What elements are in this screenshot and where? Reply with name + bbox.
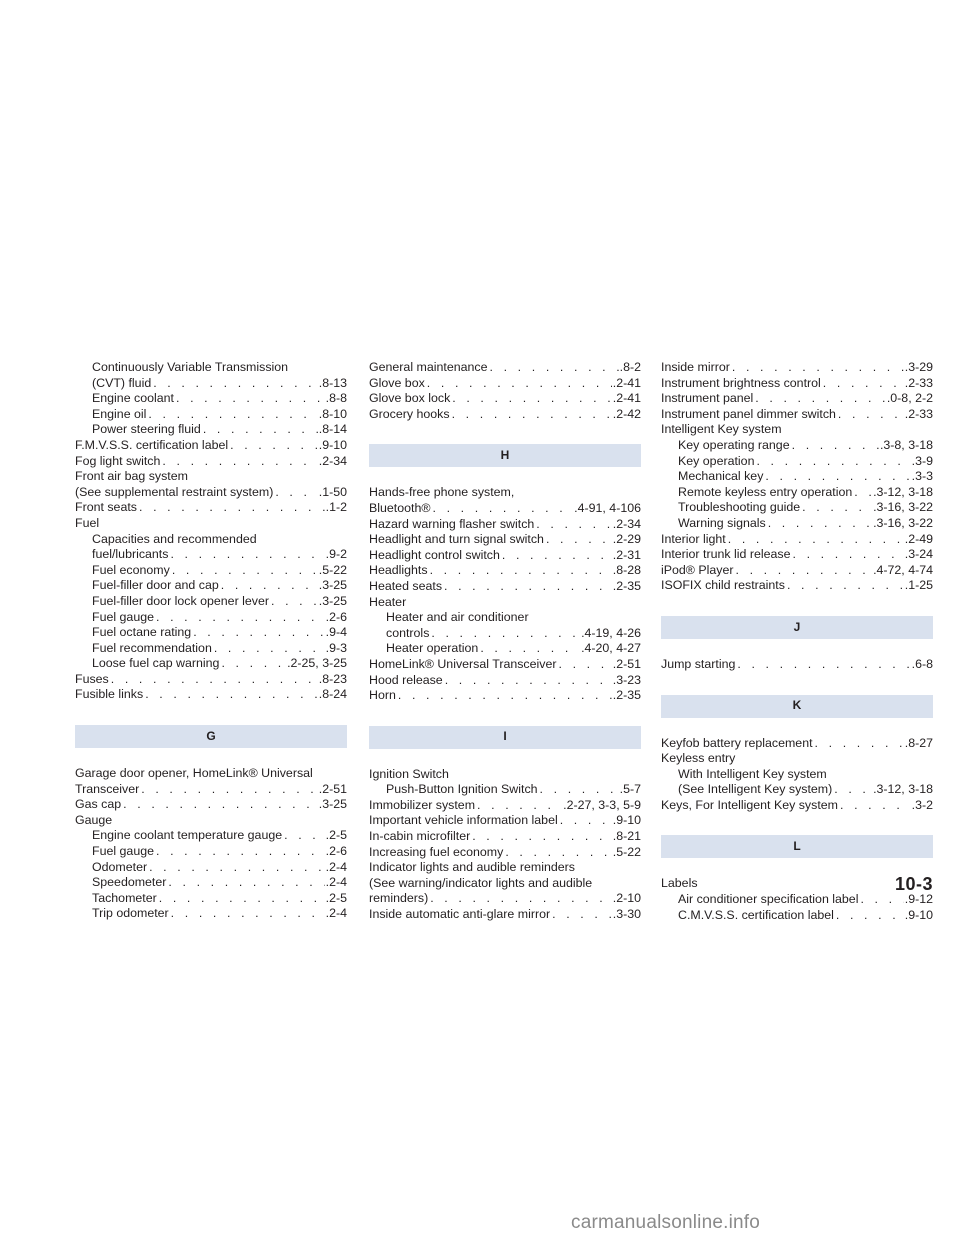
index-entry [661, 407, 933, 423]
dot-leader [737, 657, 910, 673]
section-letter-header: H [369, 444, 641, 467]
index-entry-label: Inside mirror [661, 360, 730, 374]
index-entry-page-ref: .2-27, 3-3, 5-9 [563, 797, 641, 812]
index-entry [369, 813, 641, 829]
index-entry-page-ref: .4-20, 4-27 [581, 641, 641, 656]
index-entry-label: (See Intelligent Key system) [678, 782, 833, 797]
index-entry-page-ref: .3-25 [318, 578, 347, 593]
index-entry [661, 376, 933, 392]
index-entry-label: Fog light switch [75, 453, 161, 468]
index-heading: Front air bag system [75, 469, 188, 484]
index-entry-page-ref: .3-25 [318, 593, 347, 608]
index-entry [75, 844, 347, 860]
index-entry [661, 485, 933, 501]
index-entry [661, 578, 933, 594]
index-heading: Labels [661, 876, 698, 891]
index-entry-page-ref: .2-34 [612, 516, 641, 531]
dot-leader [472, 829, 612, 845]
index-entry-page-ref: .4-91, 4-106 [574, 500, 641, 515]
index-entry-label: reminders) [369, 891, 429, 906]
index-entry-page-ref: .3-12, 3-18 [873, 484, 933, 499]
index-heading: Garage door opener, HomeLink® Universal [75, 766, 313, 781]
index-heading: Continuously Variable Transmission [92, 360, 289, 374]
index-entry [75, 407, 347, 423]
index-entry-page-ref: .3-8, 3-18 [879, 437, 933, 452]
index-entry-label: Instrument brightness control [661, 375, 821, 390]
dot-leader [728, 532, 904, 548]
dot-leader [230, 438, 318, 454]
index-heading: (See warning/indicator lights and audible [369, 875, 593, 890]
index-heading: Keyless entry [661, 751, 736, 766]
index-entry-page-ref: .3-16, 3-22 [873, 500, 933, 515]
dot-leader [193, 625, 324, 641]
index-entry-page-ref: .9-10 [318, 437, 347, 452]
section-letter-header: L [661, 835, 933, 858]
index-entry-label: Headlights [369, 563, 428, 578]
index-entry-page-ref: .2-10 [612, 891, 641, 906]
dot-leader [815, 736, 904, 752]
dot-leader [536, 517, 611, 533]
index-entry-label: Grocery hooks [369, 406, 450, 421]
dot-leader [558, 657, 611, 673]
index-entry [369, 657, 641, 673]
index-entry-page-ref: .2-51 [612, 656, 641, 671]
index-entry-label: Key operating range [678, 437, 790, 452]
index-entry-page-ref: .8-28 [612, 563, 641, 578]
index-entry [75, 422, 347, 438]
index-entry-page-ref: .4-19, 4-26 [581, 625, 641, 640]
index-entry-page-ref: .3-23 [612, 672, 641, 687]
dot-leader [792, 547, 903, 563]
index-heading: Capacities and recommended [92, 531, 257, 546]
index-entry-label: Speedometer [92, 875, 167, 890]
index-entry-page-ref: .8-10 [318, 406, 347, 421]
index-entry [661, 547, 933, 563]
index-entry [661, 563, 933, 579]
index-entry-page-ref: .2-31 [612, 547, 641, 562]
dot-leader [768, 516, 872, 532]
index-entry-page-ref: .2-29 [612, 532, 641, 547]
index-entry-label: Bluetooth® [369, 500, 431, 515]
index-entry-label: Headlight and turn signal switch [369, 532, 544, 547]
index-entry [369, 407, 641, 423]
dot-leader [123, 797, 318, 813]
index-entry-label: Trip odometer [92, 906, 169, 921]
index-entry-page-ref: .3-30 [612, 907, 641, 922]
index-entry-label: Key operation [678, 453, 755, 468]
index-entry-page-ref: .2-34 [318, 453, 347, 468]
section-letter-header: K [661, 695, 933, 718]
index-entry [661, 469, 933, 485]
index-entry [75, 376, 347, 392]
dot-leader [431, 626, 580, 642]
dot-leader [172, 563, 318, 579]
index-entry [75, 656, 347, 672]
index-entry-label: F.M.V.S.S. certification label [75, 437, 229, 452]
index-entry-label: Fusible links [75, 687, 144, 702]
dot-leader [452, 391, 611, 407]
dot-leader [792, 438, 879, 454]
index-entry [75, 547, 347, 563]
dot-leader [560, 813, 612, 829]
index-entry-page-ref: .9-12 [904, 892, 933, 907]
index-heading: Ignition Switch [369, 766, 449, 781]
index-entry-page-ref: .6-8 [911, 656, 933, 671]
index-entry-label: Transceiver [75, 781, 140, 796]
index-entry-label: Air conditioner specification label [678, 892, 859, 907]
index-entry-label: Troubleshooting guide [678, 500, 801, 515]
index-entry [661, 908, 933, 924]
index-entry-label: Inside automatic anti-glare mirror [369, 907, 551, 922]
dot-leader [732, 360, 904, 376]
dot-leader [505, 845, 611, 861]
dot-leader [139, 500, 325, 516]
dot-leader [489, 360, 618, 376]
index-entry-page-ref: .9-10 [904, 907, 933, 922]
index-entry-label: Hood release [369, 672, 443, 687]
dot-leader [854, 485, 872, 501]
index-entry-label: HomeLink® Universal Transceiver [369, 656, 557, 671]
index-entry [75, 797, 347, 813]
dot-leader [834, 782, 872, 798]
index-entry-page-ref: .2-5 [325, 828, 347, 843]
index-heading: Gauge [75, 812, 113, 827]
index-entry [75, 782, 347, 798]
index-entry-page-ref: .9-2 [325, 547, 347, 562]
dot-leader [433, 501, 574, 517]
index-entry-label: Engine oil [92, 406, 147, 421]
dot-leader [540, 782, 619, 798]
index-entry [75, 641, 347, 657]
index-entry-page-ref: .8-14 [318, 422, 347, 437]
dot-leader [552, 907, 612, 923]
index-entry-label: (See supplemental restraint system) [75, 484, 274, 499]
index-entry [369, 360, 641, 376]
dot-leader [156, 844, 325, 860]
index-entry-label: Engine coolant [92, 391, 174, 406]
dot-leader [168, 875, 324, 891]
index-entry-page-ref: .3-29 [904, 360, 933, 374]
index-entry-page-ref: .8-27 [904, 735, 933, 750]
index-entry-page-ref: .0-8, 2-2 [886, 391, 933, 406]
dot-leader [221, 578, 318, 594]
index-entry-label: Jump starting [661, 656, 736, 671]
dot-leader [271, 594, 318, 610]
dot-leader [275, 485, 317, 501]
index-entry-label: Instrument panel [661, 391, 754, 406]
dot-leader [502, 548, 612, 564]
index-entry-page-ref: .9-10 [612, 813, 641, 828]
dot-leader [171, 906, 325, 922]
dot-leader [480, 641, 580, 657]
index-entry-label: Fuel economy [92, 562, 170, 577]
dot-leader [149, 860, 325, 876]
dot-leader [284, 828, 325, 844]
index-entry-page-ref: .3-16, 3-22 [873, 515, 933, 530]
index-entry-label: Keys, For Intelligent Key system [661, 797, 838, 812]
index-entry-page-ref: .3-2 [911, 797, 933, 812]
dot-leader [148, 407, 317, 423]
index-entry-label: Fuel recommendation [92, 640, 212, 655]
index-entry [661, 500, 933, 516]
dot-leader [756, 454, 910, 470]
index-entry [369, 391, 641, 407]
index-entry-page-ref: .8-21 [612, 829, 641, 844]
index-entry-label: Fuel-filler door and cap [92, 578, 219, 593]
index-entry-page-ref: .2-41 [612, 391, 641, 406]
index-entry-label: ISOFIX child restraints [661, 578, 785, 593]
index-entry-label: Mechanical key [678, 469, 764, 484]
index-entry-label: Immobilizer system [369, 797, 476, 812]
index-entry-page-ref: .2-25, 3-25 [287, 656, 347, 671]
index-entry [75, 687, 347, 703]
section-letter-header: G [75, 725, 347, 748]
index-entry-label: Fuel-filler door lock opener lever [92, 593, 269, 608]
index-entry-label: Power steering fluid [92, 422, 201, 437]
index-entry-page-ref: .5-22 [318, 562, 347, 577]
index-entry-label: General maintenance [369, 360, 488, 374]
dot-leader [802, 500, 872, 516]
dot-leader [398, 688, 612, 704]
dot-leader [145, 687, 318, 703]
index-entry-label: Headlight control switch [369, 547, 500, 562]
index-entry [661, 657, 933, 673]
dot-leader [214, 641, 325, 657]
index-entry-page-ref: .2-41 [612, 375, 641, 390]
dot-leader [445, 673, 612, 689]
index-entry [661, 360, 933, 376]
index-entry-label: controls [386, 625, 430, 640]
index-entry [661, 391, 933, 407]
index-entry-page-ref: .8-8 [325, 391, 347, 406]
dot-leader [452, 407, 612, 423]
index-entry-label: Fuses [75, 671, 109, 686]
index-entry-page-ref: .2-6 [325, 844, 347, 859]
index-entry [369, 548, 641, 564]
index-entry-page-ref: .3-24 [904, 547, 933, 562]
section-letter-header: J [661, 616, 933, 639]
index-entry [369, 891, 641, 907]
index-entry-label: Hazard warning flasher switch [369, 516, 535, 531]
index-entry-page-ref: .4-72, 4-74 [873, 562, 933, 577]
index-entry [661, 454, 933, 470]
dot-leader [159, 891, 325, 907]
index-entry [369, 845, 641, 861]
dot-leader [840, 798, 911, 814]
index-entry-label: Keyfob battery replacement [661, 735, 813, 750]
index-entry [369, 907, 641, 923]
index-entry [661, 438, 933, 454]
index-entry [75, 610, 347, 626]
index-entry-page-ref: .1-25 [904, 578, 933, 593]
index-entry-page-ref: .8-2 [619, 360, 641, 374]
index-entry [661, 892, 933, 908]
index-entry-label: Glove box lock [369, 391, 451, 406]
index-entry-page-ref: .2-35 [612, 688, 641, 703]
index-entry [75, 578, 347, 594]
index-entry-page-ref: .1-2 [325, 500, 347, 515]
index-entry-label: Gas cap [75, 797, 122, 812]
index-entry-page-ref: .5-22 [612, 844, 641, 859]
index-entry-page-ref: .3-25 [318, 797, 347, 812]
index-entry-page-ref: .2-4 [325, 906, 347, 921]
index-entry-label: Heater operation [386, 641, 479, 656]
index-entry-label: Important vehicle information label [369, 813, 558, 828]
index-entry-page-ref: .2-49 [904, 531, 933, 546]
dot-leader [765, 469, 910, 485]
dot-leader [838, 407, 904, 423]
index-entry-page-ref: .8-24 [318, 687, 347, 702]
index-entry-label: Fuel octane rating [92, 625, 192, 640]
index-entry [369, 579, 641, 595]
index-entry-page-ref: .8-13 [318, 375, 347, 390]
dot-leader [111, 672, 318, 688]
index-heading: Heater [369, 594, 407, 609]
dot-leader [787, 578, 904, 594]
index-heading: Intelligent Key system [661, 422, 782, 437]
index-entry-page-ref: .1-50 [318, 484, 347, 499]
dot-leader [430, 891, 612, 907]
index-entry-label: Engine coolant temperature gauge [92, 828, 283, 843]
index-entry-label: Fuel gauge [92, 609, 155, 624]
index-entry-label: C.M.V.S.S. certification label [678, 907, 834, 922]
index-entry [661, 782, 933, 798]
index-entry [75, 500, 347, 516]
dot-leader [162, 454, 317, 470]
index-entry-label: Odometer [92, 859, 148, 874]
dot-leader [141, 782, 317, 798]
index-entry-page-ref: .2-4 [325, 859, 347, 874]
index-entry [75, 672, 347, 688]
index-entry-page-ref: .2-51 [318, 781, 347, 796]
index-entry [75, 454, 347, 470]
index-entry-page-ref: .9-4 [325, 625, 347, 640]
index-entry-page-ref: .2-6 [325, 609, 347, 624]
index-entry [369, 673, 641, 689]
index-column-1 [75, 360, 347, 922]
dot-leader [823, 376, 904, 392]
index-entry [75, 891, 347, 907]
index-column-3 [661, 360, 933, 923]
index-entry-page-ref: .8-23 [318, 671, 347, 686]
dot-leader [755, 391, 886, 407]
dot-leader [444, 579, 612, 595]
index-entry [369, 829, 641, 845]
index-entry-label: (CVT) fluid [92, 375, 152, 390]
index-entry [369, 641, 641, 657]
index-heading: With Intelligent Key system [678, 766, 827, 781]
dot-leader [203, 422, 318, 438]
index-entry-label: Horn [369, 688, 396, 703]
index-entry [75, 594, 347, 610]
index-entry [369, 782, 641, 798]
section-letter-header: I [369, 726, 641, 749]
index-entry [369, 517, 641, 533]
index-entry [369, 798, 641, 814]
index-entry [75, 563, 347, 579]
index-entry-label: Interior light [661, 531, 726, 546]
dot-leader [546, 532, 612, 548]
index-entry-label: Front seats [75, 500, 137, 515]
dot-leader [477, 798, 562, 814]
index-entry [75, 625, 347, 641]
index-entry-page-ref: .5-7 [619, 782, 641, 797]
index-entry [661, 516, 933, 532]
index-entry [75, 875, 347, 891]
index-entry-label: iPod® Player [661, 562, 734, 577]
index-entry [75, 391, 347, 407]
index-entry [75, 906, 347, 922]
index-entry-page-ref: .2-35 [612, 578, 641, 593]
index-entry-label: Fuel gauge [92, 844, 155, 859]
index-entry [369, 688, 641, 704]
index-entry-page-ref: .3-3 [911, 469, 933, 484]
index-entry-label: Glove box [369, 375, 425, 390]
index-entry [369, 501, 641, 517]
index-entry [75, 485, 347, 501]
index-entry-label: Interior trunk lid release [661, 547, 791, 562]
index-column-2 [369, 360, 641, 923]
dot-leader [221, 656, 286, 672]
index-entry [75, 438, 347, 454]
index-heading: Heater and air conditioner [386, 610, 529, 625]
index-entry-label: Tachometer [92, 890, 157, 905]
index-entry [661, 798, 933, 814]
index-entry [75, 828, 347, 844]
dot-leader [836, 908, 904, 924]
index-heading: Fuel [75, 515, 100, 530]
index-entry-page-ref: .9-3 [325, 640, 347, 655]
index-entry-label: Heated seats [369, 578, 443, 593]
index-entry-page-ref: .2-42 [612, 406, 641, 421]
index-entry [369, 376, 641, 392]
index-heading: Indicator lights and audible reminders [369, 860, 575, 875]
index-heading: Hands-free phone system, [369, 485, 515, 500]
dot-leader [156, 610, 325, 626]
index-entry-label: Warning signals [678, 515, 766, 530]
dot-leader [430, 563, 612, 579]
index-entry-page-ref: .2-33 [904, 375, 933, 390]
index-entry [661, 532, 933, 548]
index-entry [369, 563, 641, 579]
index-entry-label: Remote keyless entry operation [678, 484, 853, 499]
dot-leader [153, 376, 318, 392]
index-entry-label: fuel/lubricants [92, 547, 169, 562]
index-entry-label: Push-Button Ignition Switch [386, 782, 538, 797]
dot-leader [170, 547, 324, 563]
index-entry-page-ref: .3-12, 3-18 [873, 782, 933, 797]
page-number: 10-3 [895, 874, 934, 894]
index-entry [661, 736, 933, 752]
index-entry [369, 626, 641, 642]
index-entry [75, 860, 347, 876]
index-entry-page-ref: .3-9 [911, 453, 933, 468]
index-entry-page-ref: .2-5 [325, 890, 347, 905]
index-entry-page-ref: .2-33 [904, 406, 933, 421]
index-entry-label: In-cabin microfilter [369, 829, 471, 844]
watermark-text: carmanualsonline.info [571, 1212, 761, 1233]
index-entry-label: Instrument panel dimmer switch [661, 406, 836, 421]
dot-leader [176, 391, 325, 407]
index-entry-label: Increasing fuel economy [369, 844, 504, 859]
dot-leader [427, 376, 612, 392]
index-entry-label: Loose fuel cap warning [92, 656, 220, 671]
index-entry-page-ref: .2-4 [325, 875, 347, 890]
dot-leader [736, 563, 873, 579]
index-entry [369, 532, 641, 548]
